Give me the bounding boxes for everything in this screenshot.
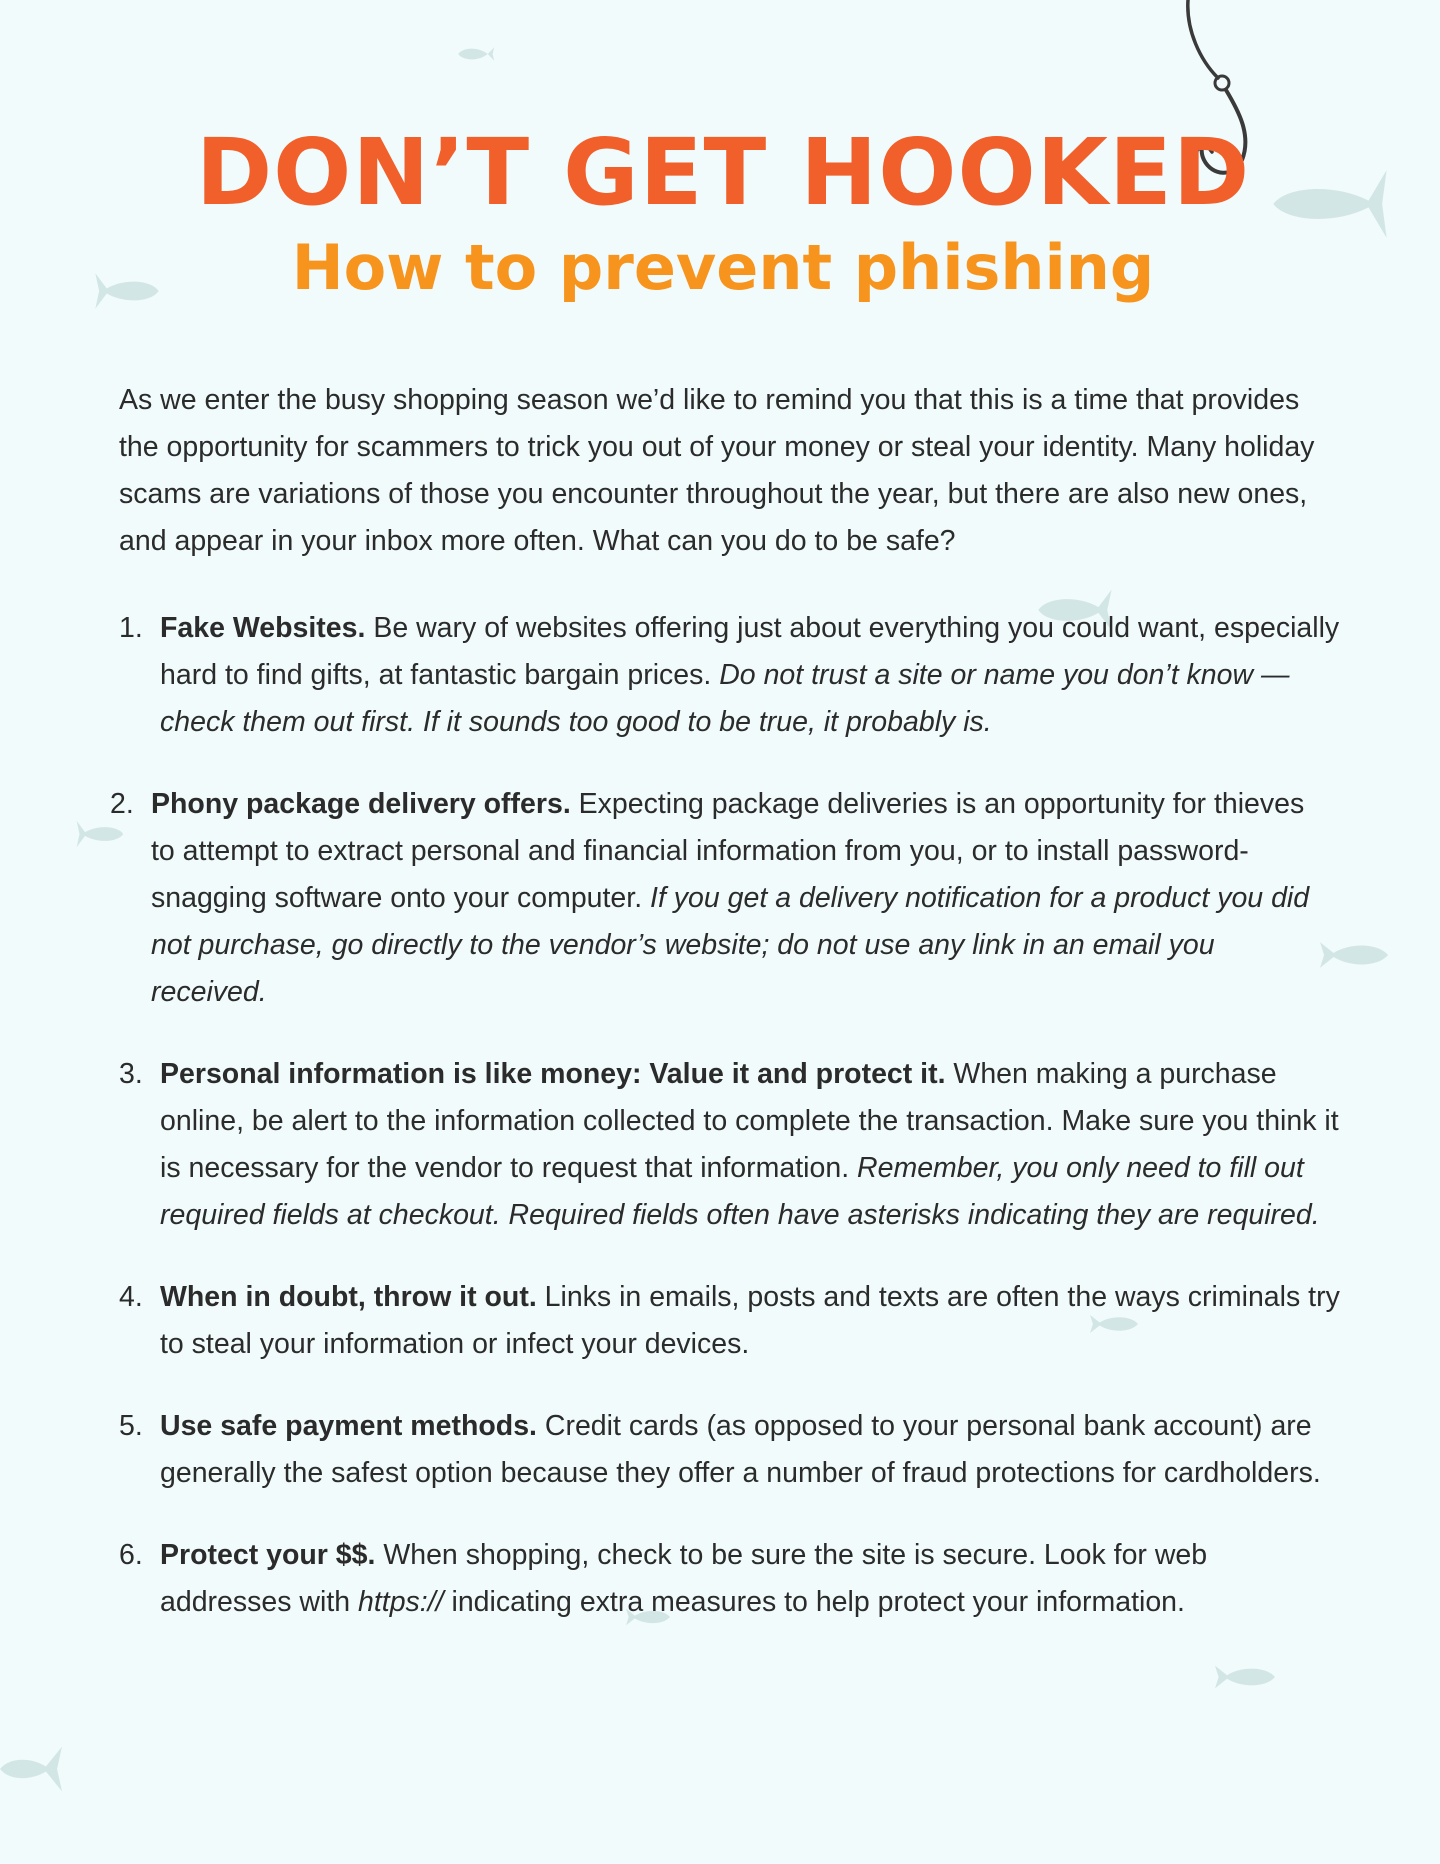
tip-title: Fake Websites.: [160, 612, 366, 644]
tip-title: Personal information is like money: Value it and protect it.: [160, 1058, 946, 1090]
tip-item-phony-delivery: [110, 781, 1335, 1016]
tip-number: 5.: [119, 1410, 143, 1442]
tip-advice: Remember, you only need to fill out required fields at checkout. Required fields often have asterisks indicating they are required.: [160, 1152, 1320, 1231]
tip-item-personal-information: [119, 1051, 1344, 1239]
tip-body: Credit cards (as opposed to your personal bank account) are generally the safest option because they offer a number of fraud protections for cardholders.: [160, 1410, 1321, 1489]
tip-advice: Do not trust a site or name you don’t know — check them out first. If it sounds too good to be true, it probably is.: [160, 659, 1290, 738]
tips-list: [110, 605, 1344, 1626]
tip-title: When in doubt, throw it out.: [160, 1281, 537, 1313]
tip-advice: If you get a delivery notification for a product you did not purchase, go directly to the vendor’s website; do not use any link in an email you received.: [151, 882, 1310, 1008]
tip-item-protect-money: [119, 1532, 1344, 1626]
tip-title: Phony package delivery offers.: [151, 788, 571, 820]
page-subtitle: How to prevent phishing: [291, 231, 1155, 304]
tip-body: Expecting package deliveries is an opportunity for thieves to attempt to extract personal and financial information from you, or to install password-snagging software onto your computer.: [151, 788, 1305, 914]
tip-url-example: https://: [358, 1586, 444, 1618]
tip-body-tail: indicating extra measures to help protect your information.: [443, 1586, 1185, 1618]
fish-icon: [452, 44, 498, 64]
tip-body: Links in emails, posts and texts are often the ways criminals try to steal your information or infect your devices.: [160, 1281, 1340, 1360]
tip-title: Protect your $$.: [160, 1539, 376, 1571]
tip-title: Use safe payment methods.: [160, 1410, 537, 1442]
tip-body: When shopping, check to be sure the site is secure. Look for web addresses with: [160, 1539, 1208, 1618]
tip-number: 1.: [119, 612, 143, 644]
tip-item-when-in-doubt: [119, 1274, 1344, 1368]
tip-number: 2.: [110, 788, 134, 820]
tip-number: 3.: [119, 1058, 143, 1090]
intro-paragraph: As we enter the busy shopping season we’d like to remind you that this is a time that provides the opportunity for scammers to trick you out of your money or steal your identity. Many holiday scams are variations of those you encounter throughout the year, but there are also new ones, and appear in your inbox more often. What can you do to be safe?: [119, 384, 1315, 557]
tip-body: When making a purchase online, be alert to the information collected to complete the transaction. Make sure you think it is necessary for the vendor to request that information.: [160, 1058, 1339, 1184]
fish-icon: [1214, 1662, 1276, 1692]
tip-item-safe-payment: [119, 1403, 1344, 1497]
tip-number: 6.: [119, 1539, 143, 1571]
header: [0, 118, 1440, 308]
main-content: [110, 377, 1344, 1661]
tip-body: Be wary of websites offering just about everything you could want, especially hard to find gifts, at fantastic bargain prices.: [160, 612, 1340, 691]
tip-number: 4.: [119, 1281, 143, 1313]
page-title: DON’T GET HOOKED: [195, 119, 1251, 226]
tip-item-fake-websites: [119, 605, 1344, 746]
fish-icon: [0, 1744, 62, 1794]
